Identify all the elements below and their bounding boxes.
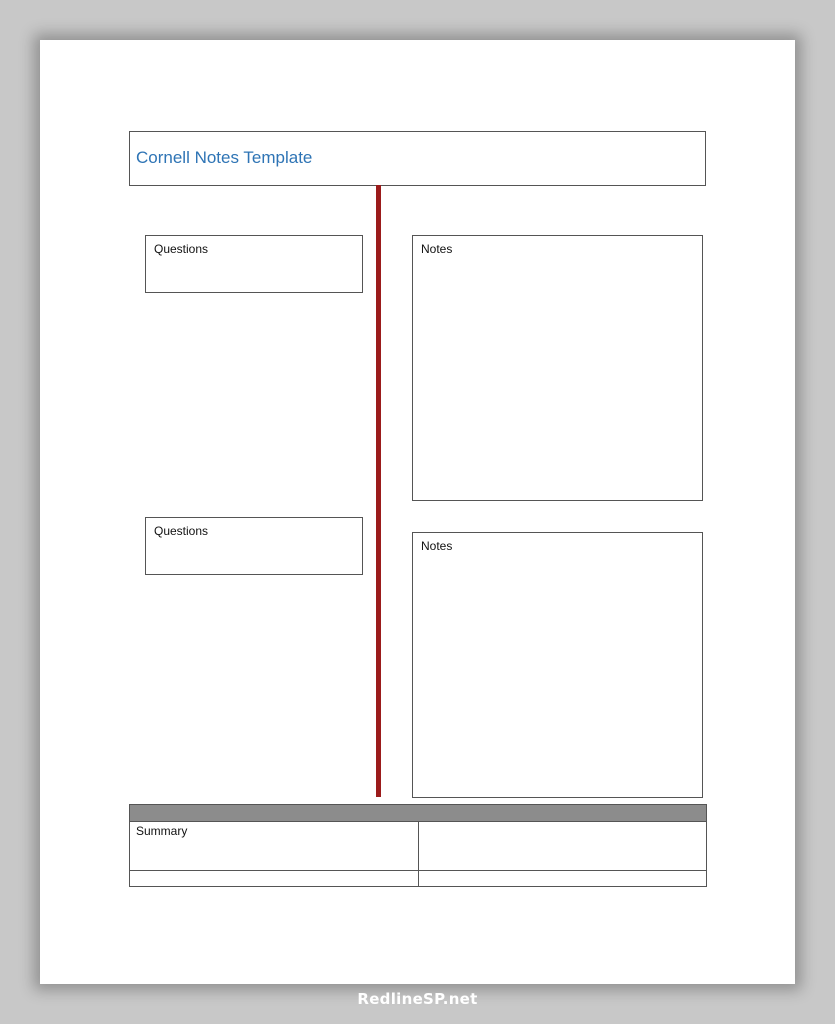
column-divider (376, 185, 381, 797)
questions-box (145, 517, 363, 575)
notes-box (412, 235, 703, 501)
notes-label: Notes (421, 539, 453, 553)
questions-box (145, 235, 363, 293)
summary-row-divider (130, 870, 706, 871)
document-page (40, 40, 795, 984)
summary-label: Summary (136, 824, 188, 838)
summary-table (129, 804, 707, 887)
questions-label: Questions (154, 524, 209, 538)
page-title: Cornell Notes Template (136, 148, 313, 167)
summary-header-bar (130, 805, 706, 822)
title-box (129, 131, 706, 186)
notes-label: Notes (421, 242, 453, 256)
summary-column-divider (418, 821, 419, 887)
questions-label: Questions (154, 242, 209, 256)
notes-box (412, 532, 703, 798)
watermark: RedlineSP.net (357, 990, 478, 1008)
